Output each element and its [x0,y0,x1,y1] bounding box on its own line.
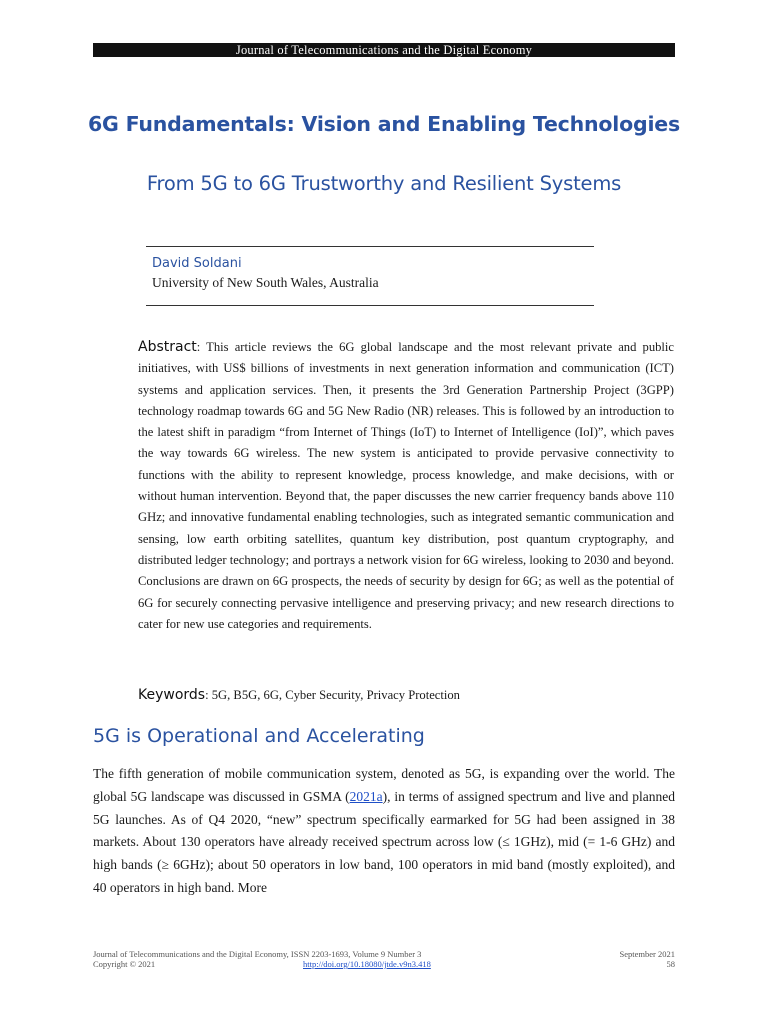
author-top-rule [146,246,594,247]
abstract-label: Abstract [138,339,197,355]
paragraph-text-after: ), in terms of assigned spectrum and live and planned 5G launches. As of Q4 2020, “new” spectrum specifically earmarked for 5G had been assigned in 38 markets. About 130 operators have already received spectrum across low (≤ 1GHz), mid (= 1-6 GHz) and high bands (≥ 6GHz); about 50 operators in low band, 100 operators in mid band (mostly exploited), and 40 operators in high band. More [93,788,675,895]
keywords-text: : 5G, B5G, 6G, Cyber Security, Privacy Protection [205,688,460,702]
section-heading: 5G is Operational and Accelerating [93,725,425,747]
section-paragraph [93,763,675,900]
author-bottom-rule [146,305,594,306]
abstract-text: : This article reviews the 6G global landscape and the most relevant private and public initiatives, with US$ billions of investments in next generation information and communication (ICT) systems and application services. Then, it presents the 3rd Generation Partnership Project (3GPP) technology roadmap towards 6G and 5G New Radio (NR) releases. This is followed by an introduction to the latest shift in paradigm “from Internet of Things (IoT) to Internet of Intelligence (IoI)”, which paves the way towards 6G wireless. The new system is anticipated to provide pervasive connectivity to functions with the ability to represent knowledge, process knowledge, and make decisions, with or without human intervention. Beyond that, the paper discusses the new carrier frequency bands above 110 GHz; and innovative fundamental enabling technologies, such as integrated semantic communication and sensing, low earth orbiting satellites, quantum key distribution, post quantum cryptography, and distributed ledger technology; and portrays a network vision for 6G wireless, looking to 2030 and beyond. Conclusions are drawn on 6G prospects, the needs of security by design for 6G; as well as the potential of 6G for securely connecting pervasive intelligence and preserving privacy; and new research directions to cater for new use categories and requirements. [138,340,674,631]
footer-page-number: 58 [666,959,675,969]
author-name: David Soldani [152,256,242,271]
keywords-label: Keywords [138,687,206,703]
author-affiliation: University of New South Wales, Australia [152,275,379,290]
paper-subtitle: From 5G to 6G Trustworthy and Resilient Systems [146,172,622,195]
journal-header-bar [93,43,675,57]
abstract [138,337,674,635]
footer-date: September 2021 [619,949,675,959]
citation-link[interactable]: 2021a [349,788,383,804]
keywords [138,687,678,703]
journal-name: Journal of Telecommunications and the Digital Economy [235,43,533,57]
footer-doi-link[interactable]: http://doi.org/10.18080/jtde.v9n3.418 [303,959,431,969]
paragraph-text-before: The fifth generation of mobile communication system, denoted as 5G, is expanding over the world. The global 5G landscape was discussed in GSMA ( [93,766,675,804]
paper-title: 6G Fundamentals: Vision and Enabling Technologies [87,112,681,136]
footer-journal-info: Journal of Telecommunications and the Digital Economy, ISSN 2203-1693, Volume 9 Number 3 [93,949,422,959]
footer-right [620,949,675,969]
footer-copyright: Copyright © 2021 [93,959,156,969]
